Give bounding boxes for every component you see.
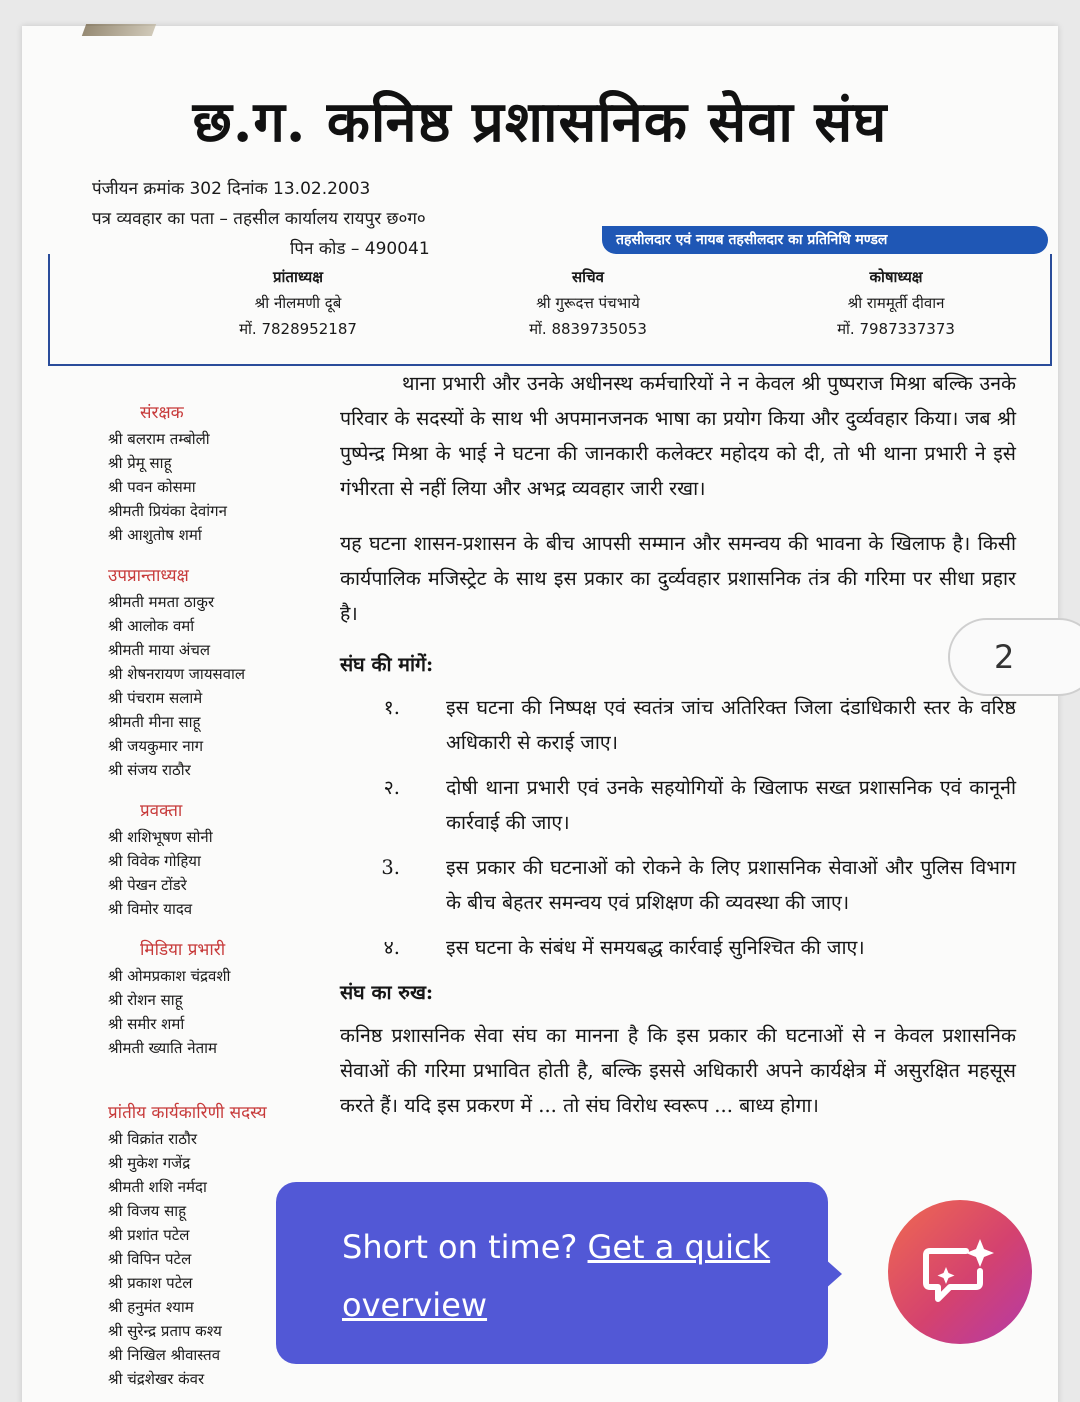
member-name: श्रीमती प्रियंका देवांगन xyxy=(108,502,227,520)
member-name: श्री विक्रांत राठौर xyxy=(108,1130,197,1148)
group-heading: प्रवक्ता xyxy=(140,801,183,821)
group-heading: संरक्षक xyxy=(140,403,184,423)
member-name: श्री निखिल श्रीवास्तव xyxy=(108,1346,221,1364)
officer-name: श्री नीलमणी दूबे xyxy=(254,294,342,312)
ai-assistant-button[interactable] xyxy=(888,1200,1032,1344)
member-name: श्री रोशन साहू xyxy=(108,991,183,1009)
group-patrons xyxy=(108,400,328,547)
demands-heading: संघ की मांगें: xyxy=(340,653,434,676)
quick-overview-popup xyxy=(276,1182,828,1364)
demand-item xyxy=(383,770,1016,840)
member-name: श्रीमती मीना साहू xyxy=(108,713,201,731)
demand-item xyxy=(381,850,1016,920)
member-name: श्री प्रेमू साहू xyxy=(108,454,172,472)
officer-secretary xyxy=(458,264,718,342)
member-name: श्री विजय साहू xyxy=(108,1202,187,1220)
group-heading: प्रांतीय कार्यकारिणी सदस्य xyxy=(108,1103,267,1123)
officer-phone: मों. 7987337373 xyxy=(837,320,955,338)
member-name: श्री पंचराम सलामे xyxy=(108,689,203,707)
demand-number: २. xyxy=(383,776,400,799)
member-name: श्रीमती ख्याति नेताम xyxy=(108,1039,217,1057)
demand-number: 3. xyxy=(381,856,400,879)
tagline-banner: तहसीलदार एवं नायब तहसीलदार का प्रतिनिधि मण्डल xyxy=(602,226,1048,254)
officer-role: सचिव xyxy=(572,268,604,286)
member-name: श्री विवेक गोहिया xyxy=(108,852,201,870)
body-paragraph: कनिष्ठ प्रशासनिक सेवा संघ का मानना है कि इस प्रकार की घटनाओं से न केवल प्रशासनिक सेवाओं की गरिमा प्रभावित होती है, बल्कि इससे अधिकारी अपने कार्यक्षेत्र में असुरक्षित महसूस करते हैं। यदि इस प्रकरण में ... तो संघ विरोध स्वरूप ... बाध्य होगा। xyxy=(340,1024,1016,1117)
member-name: श्री हनुमंत श्याम xyxy=(108,1298,194,1316)
group-media xyxy=(108,937,328,1060)
demand-number: ४. xyxy=(383,936,400,959)
member-name: श्री पवन कोसमा xyxy=(108,478,196,496)
member-name: श्री सुरेन्द्र प्रताप कश्य xyxy=(108,1322,222,1340)
demand-item xyxy=(383,690,1016,760)
member-name: श्री विमोर यादव xyxy=(108,900,193,918)
body-paragraph: यह घटना शासन-प्रशासन के बीच आपसी सम्मान और समन्वय की भावना के खिलाफ है। किसी कार्यपालिक मजिस्ट्रेट के साथ इस प्रकार का दुर्व्यवहार प्रशासनिक तंत्र की गरिमा पर सीधा प्रहार है। xyxy=(340,532,1016,625)
group-heading: मिडिया प्रभारी xyxy=(140,940,226,960)
member-name: श्री प्रकाश पटेल xyxy=(108,1274,193,1292)
registration-line: पंजीयन क्रमांक 302 दिनांक 13.02.2003 xyxy=(92,179,371,199)
group-vice-presidents xyxy=(108,563,328,782)
group-spokespersons xyxy=(108,798,328,921)
demand-item xyxy=(383,930,1016,965)
member-name: श्री चंद्रशेखर कंवर xyxy=(108,1370,205,1388)
member-name: श्री समीर शर्मा xyxy=(108,1015,185,1033)
member-name: श्रीमती माया अंचल xyxy=(108,641,211,659)
demands-list xyxy=(340,690,1016,965)
stance-heading: संघ का रुख: xyxy=(340,981,434,1004)
member-name: श्री संजय राठौर xyxy=(108,761,191,779)
demand-text: दोषी थाना प्रभारी एवं उनके सहयोगियों के खिलाफ सख्त प्रशासनिक एवं कानूनी कार्रवाई की जाए। xyxy=(446,776,1016,834)
group-heading: उपप्रान्ताध्यक्ष xyxy=(108,566,189,586)
chat-sparkle-icon xyxy=(922,1237,998,1307)
demand-text: इस घटना की निष्पक्ष एवं स्वतंत्र जांच अतिरिक्त जिला दंडाधिकारी स्तर के वरिष्ठ अधिकारी से कराई जाए। xyxy=(446,696,1016,754)
member-name: श्री आशुतोष शर्मा xyxy=(108,526,202,544)
body-paragraph: थाना प्रभारी और उनके अधीनस्थ कर्मचारियों ने न केवल श्री पुष्पराज मिश्रा बल्कि उनके परिवार के सदस्यों के साथ भी अपमानजनक भाषा का प्रयोग किया और दुर्व्यवहार किया। जब श्री पुष्पेन्द्र मिश्रा के भाई ने घटना की जानकारी कलेक्टर महोदय को दी, तो भी थाना प्रभारी ने इसे गंभीरता से नहीं लिया और अभद्र व्यवहार जारी रखा। xyxy=(340,372,1016,500)
quick-overview-link[interactable]: Get a quick overview xyxy=(342,1228,771,1324)
paper-edge-shadow xyxy=(82,24,156,36)
demand-text: इस घटना के संबंध में समयबद्ध कार्रवाई सुनिश्चित की जाए। xyxy=(446,936,865,959)
member-name: श्री प्रशांत पटेल xyxy=(108,1226,190,1244)
member-name: श्री पेखन टोंडरे xyxy=(108,876,187,894)
demand-text: इस प्रकार की घटनाओं को रोकने के लिए प्रशासनिक सेवाओं और पुलिस विभाग के बीच बेहतर समन्वय एवं प्रशिक्षण की व्यवस्था की जाए। xyxy=(446,856,1016,914)
member-name: श्रीमती ममता ठाकुर xyxy=(108,593,215,611)
officer-role: कोषाध्यक्ष xyxy=(869,268,923,286)
officer-phone: मों. 8839735053 xyxy=(529,320,647,338)
member-name: श्री आलोक वर्मा xyxy=(108,617,195,635)
letter-body xyxy=(340,366,1016,1143)
member-name: श्री बलराम तम्बोली xyxy=(108,430,210,448)
officer-phone: मों. 7828952187 xyxy=(239,320,357,338)
member-name: श्री ओमप्रकाश चंद्रवशी xyxy=(108,967,231,985)
member-name: श्री शेषनरायण जायसवाल xyxy=(108,665,246,683)
officer-treasurer xyxy=(766,264,1026,342)
pincode-line: पिन कोड – 490041 xyxy=(290,239,430,259)
promo-text: Short on time? xyxy=(342,1228,588,1266)
page-number-badge: 2 xyxy=(948,618,1080,696)
officer-name: श्री राममूर्ती दीवान xyxy=(847,294,945,312)
organization-title: छ.ग. कनिष्ठ प्रशासनिक सेवा संघ xyxy=(192,89,888,155)
member-name: श्री शशिभूषण सोनी xyxy=(108,828,213,846)
address-line: पत्र व्यवहार का पता – तहसील कार्यालय रायपुर छ०ग० xyxy=(92,209,426,229)
member-name: श्री विपिन पटेल xyxy=(108,1250,192,1268)
member-name: श्रीमती शशि नर्मदा xyxy=(108,1178,207,1196)
member-name: श्री मुकेश गजेंद्र xyxy=(108,1154,191,1172)
officers-box xyxy=(48,254,1052,366)
officer-president xyxy=(168,264,428,342)
officer-name: श्री गुरूदत्त पंचभाये xyxy=(536,294,640,312)
officer-role: प्रांताध्यक्ष xyxy=(273,268,323,286)
popup-pointer xyxy=(824,1258,842,1290)
member-name: श्री जयकुमार नाग xyxy=(108,737,204,755)
demand-number: १. xyxy=(383,696,400,719)
